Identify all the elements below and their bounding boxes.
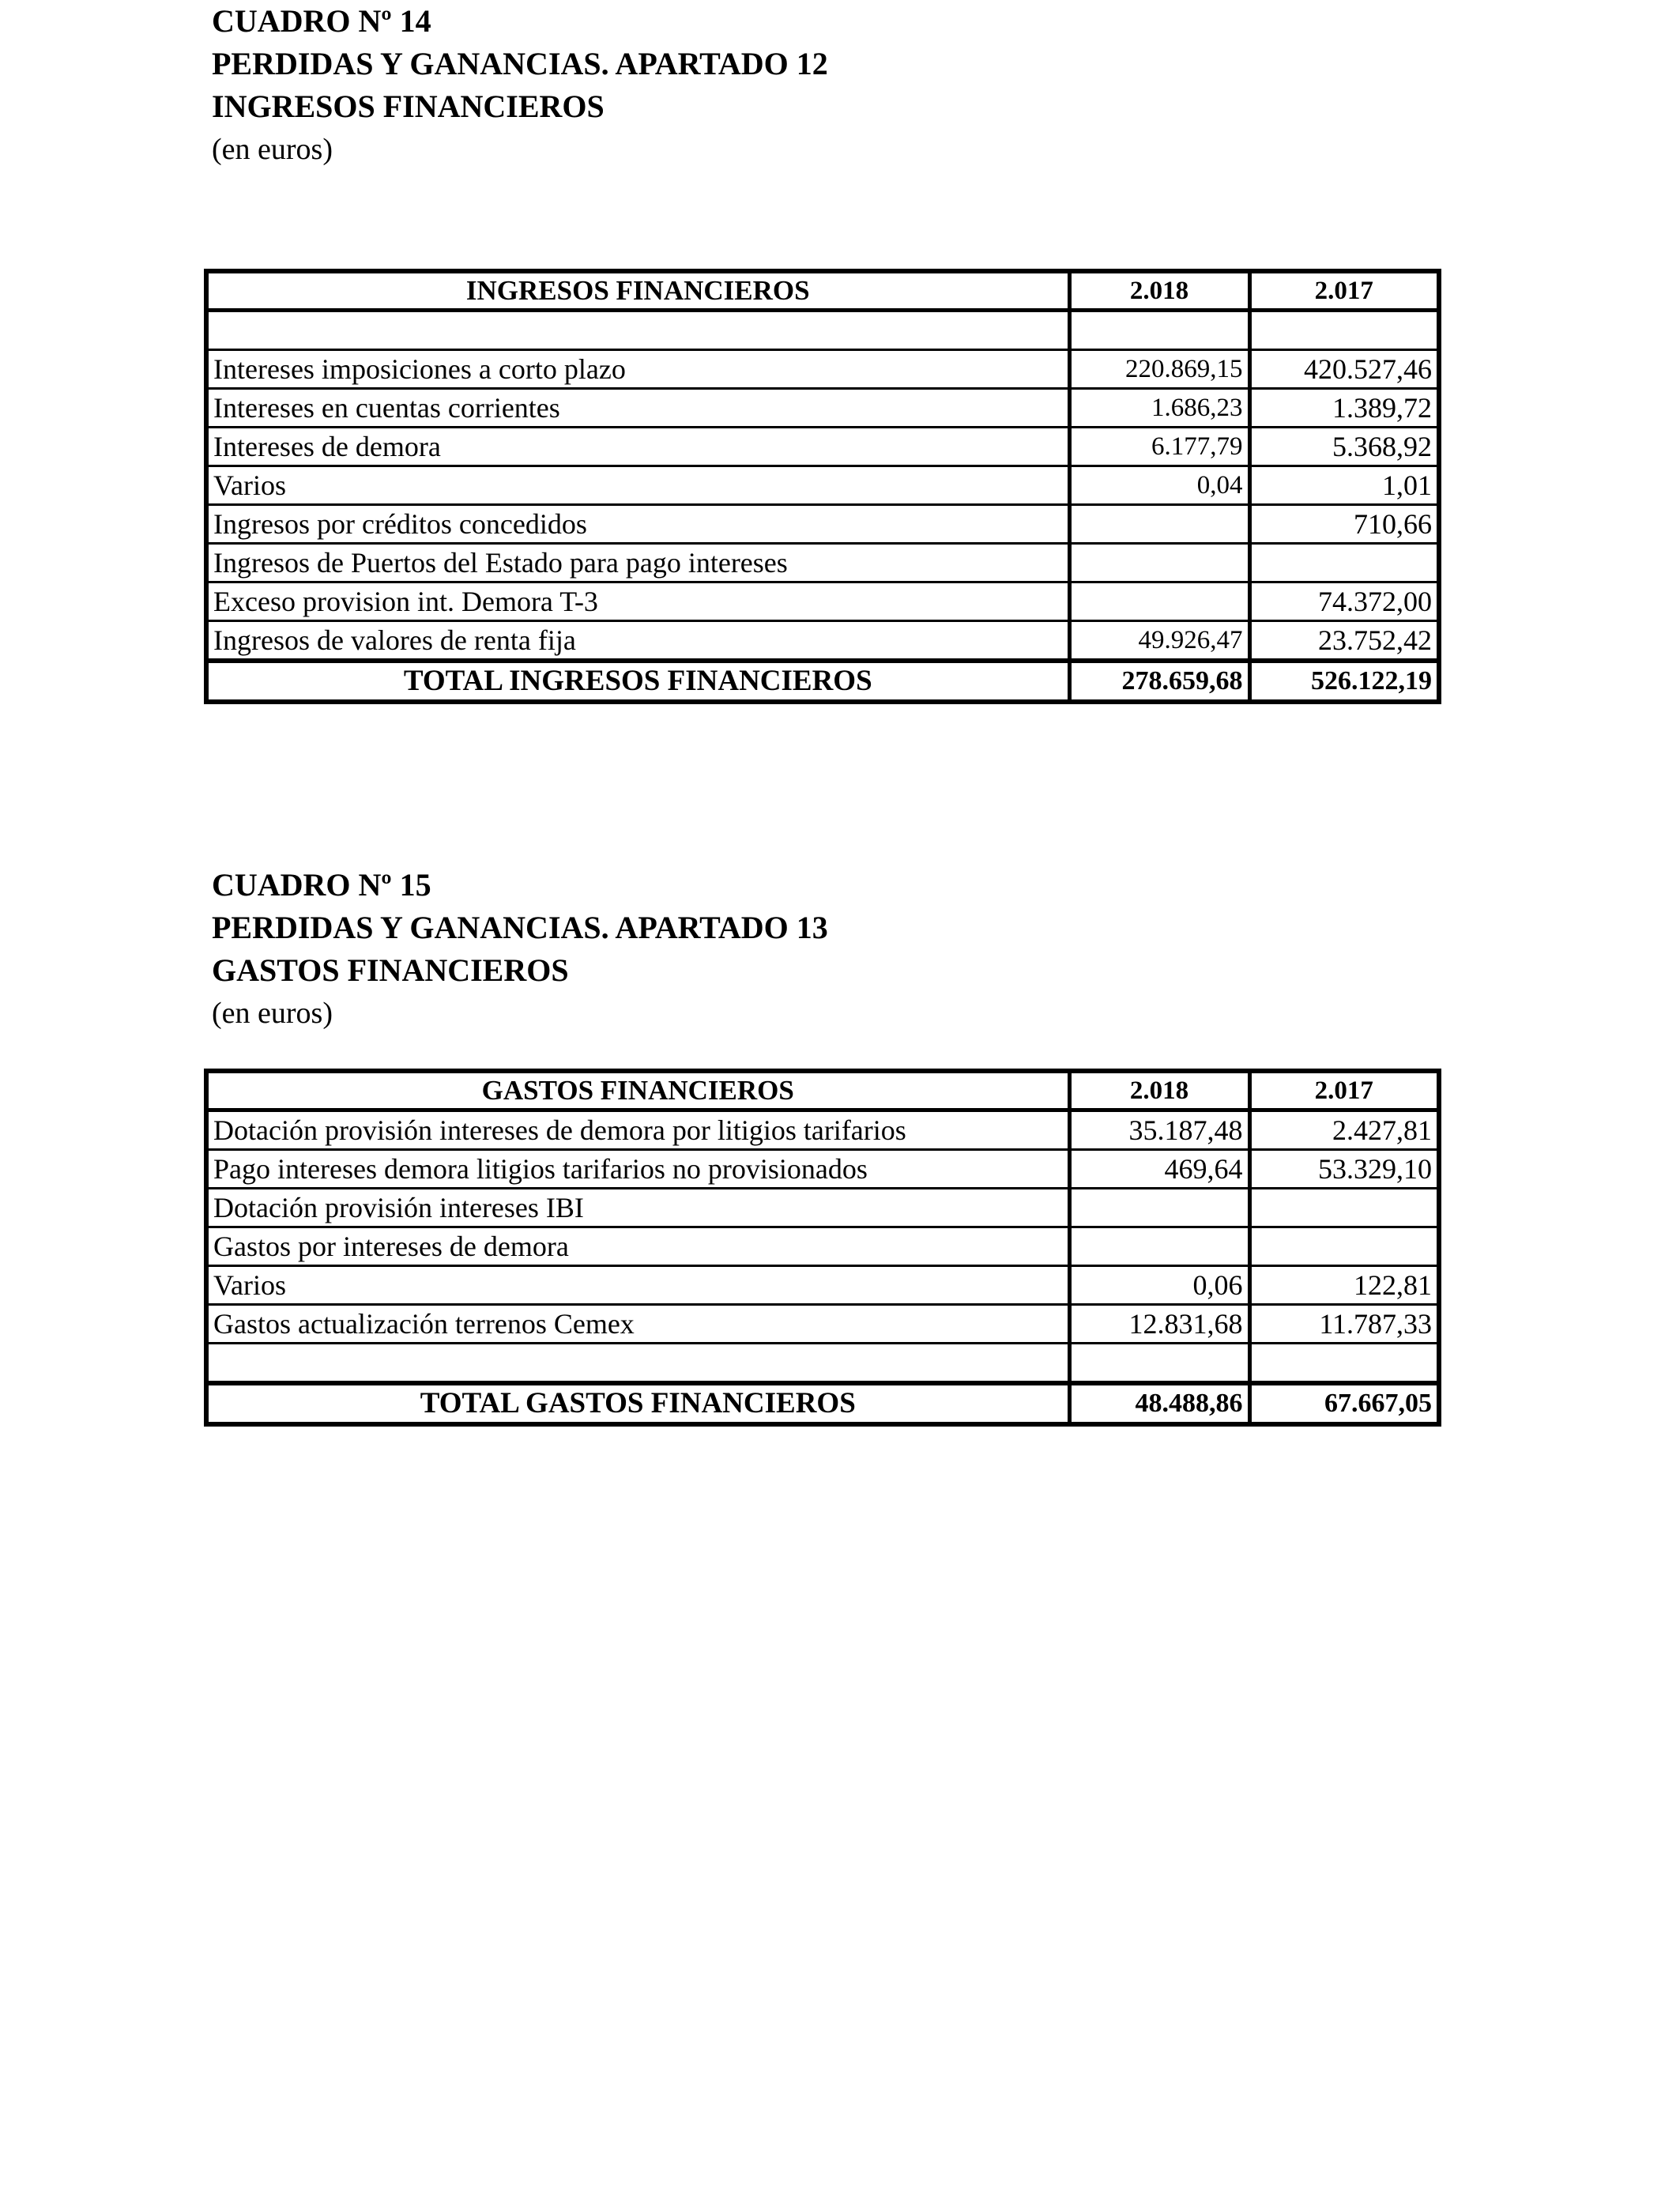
row-value-2018 (1069, 1344, 1249, 1384)
total-label: TOTAL INGRESOS FINANCIEROS (206, 661, 1069, 702)
cuadro-15-section: PERDIDAS Y GANANCIAS. APARTADO 13 (212, 910, 828, 945)
row-label: Varios (206, 466, 1069, 505)
cuadro-15-title: GASTOS FINANCIEROS (212, 952, 569, 988)
total-value-2017: 526.122,19 (1249, 661, 1439, 702)
row-value-2018 (1069, 1227, 1249, 1266)
row-label: Gastos actualización terrenos Cemex (206, 1305, 1069, 1344)
table-row (206, 1110, 1439, 1150)
gastos-financieros-table (204, 1069, 1441, 1427)
row-value-2017: 420.527,46 (1249, 350, 1439, 389)
header-year-2018: 2.018 (1069, 271, 1249, 311)
table-row (206, 1305, 1439, 1344)
cuadro-14-title: INGRESOS FINANCIEROS (212, 89, 605, 124)
row-label: Ingresos de Puertos del Estado para pago intereses (206, 544, 1069, 582)
total-row (206, 661, 1439, 702)
table-row (206, 389, 1439, 428)
row-label: Intereses de demora (206, 428, 1069, 466)
table-row (206, 466, 1439, 505)
cuadro-15-unit: (en euros) (212, 997, 333, 1030)
header-year-2017: 2.017 (1249, 271, 1439, 311)
table-row (206, 350, 1439, 389)
row-value-2018: 0,06 (1069, 1266, 1249, 1305)
total-label: TOTAL GASTOS FINANCIEROS (206, 1383, 1069, 1424)
row-label: Exceso provision int. Demora T-3 (206, 582, 1069, 621)
row-value-2017: 2.427,81 (1249, 1110, 1439, 1150)
table-row (206, 311, 1439, 350)
cuadro-15-number: CUADRO Nº 15 (212, 867, 431, 903)
row-value-2017: 1.389,72 (1249, 389, 1439, 428)
row-value-2017 (1249, 544, 1439, 582)
header-concept: INGRESOS FINANCIEROS (206, 271, 1069, 311)
row-value-2018: 35.187,48 (1069, 1110, 1249, 1150)
cuadro-14-unit: (en euros) (212, 133, 333, 166)
row-label: Intereses en cuentas corrientes (206, 389, 1069, 428)
total-value-2018: 48.488,86 (1069, 1383, 1249, 1424)
table-header-row (206, 1071, 1439, 1110)
table-row (206, 428, 1439, 466)
cuadro-14-number: CUADRO Nº 14 (212, 3, 431, 39)
row-value-2017: 5.368,92 (1249, 428, 1439, 466)
row-value-2018 (1069, 1189, 1249, 1227)
row-value-2017 (1249, 1227, 1439, 1266)
total-value-2017: 67.667,05 (1249, 1383, 1439, 1424)
row-value-2017: 122,81 (1249, 1266, 1439, 1305)
row-value-2018: 49.926,47 (1069, 621, 1249, 662)
row-value-2018: 1.686,23 (1069, 389, 1249, 428)
table-row (206, 621, 1439, 662)
row-value-2017: 710,66 (1249, 505, 1439, 544)
cuadro-14-heading (212, 0, 828, 171)
row-value-2018 (1069, 582, 1249, 621)
row-value-2018: 6.177,79 (1069, 428, 1249, 466)
table-row (206, 505, 1439, 544)
table-row (206, 1227, 1439, 1266)
row-label: Ingresos de valores de renta fija (206, 621, 1069, 662)
cuadro-14-section: PERDIDAS Y GANANCIAS. APARTADO 12 (212, 46, 828, 81)
row-value-2018: 12.831,68 (1069, 1305, 1249, 1344)
row-label: Pago intereses demora litigios tarifarios no provisionados (206, 1150, 1069, 1189)
header-year-2018: 2.018 (1069, 1071, 1249, 1110)
row-value-2018 (1069, 311, 1249, 350)
row-value-2018: 220.869,15 (1069, 350, 1249, 389)
row-value-2017 (1249, 311, 1439, 350)
row-label: Ingresos por créditos concedidos (206, 505, 1069, 544)
header-year-2017: 2.017 (1249, 1071, 1439, 1110)
row-value-2018: 469,64 (1069, 1150, 1249, 1189)
row-value-2017: 53.329,10 (1249, 1150, 1439, 1189)
header-concept: GASTOS FINANCIEROS (206, 1071, 1069, 1110)
row-label (206, 311, 1069, 350)
table-row (206, 582, 1439, 621)
row-label (206, 1344, 1069, 1384)
total-value-2018: 278.659,68 (1069, 661, 1249, 702)
table-row (206, 544, 1439, 582)
row-value-2017: 23.752,42 (1249, 621, 1439, 662)
row-value-2018 (1069, 505, 1249, 544)
table-row (206, 1266, 1439, 1305)
row-value-2018: 0,04 (1069, 466, 1249, 505)
ingresos-financieros-table (204, 269, 1441, 704)
row-value-2017 (1249, 1189, 1439, 1227)
row-value-2018 (1069, 544, 1249, 582)
row-value-2017: 11.787,33 (1249, 1305, 1439, 1344)
total-row (206, 1383, 1439, 1424)
row-label: Dotación provisión intereses de demora por litigios tarifarios (206, 1110, 1069, 1150)
table-row (206, 1344, 1439, 1384)
row-value-2017 (1249, 1344, 1439, 1384)
row-label: Gastos por intereses de demora (206, 1227, 1069, 1266)
table-row (206, 1150, 1439, 1189)
table-header-row (206, 271, 1439, 311)
table-row (206, 1189, 1439, 1227)
row-label: Intereses imposiciones a corto plazo (206, 350, 1069, 389)
row-label: Dotación provisión intereses IBI (206, 1189, 1069, 1227)
row-label: Varios (206, 1266, 1069, 1305)
cuadro-15-heading (212, 864, 828, 1035)
row-value-2017: 74.372,00 (1249, 582, 1439, 621)
row-value-2017: 1,01 (1249, 466, 1439, 505)
